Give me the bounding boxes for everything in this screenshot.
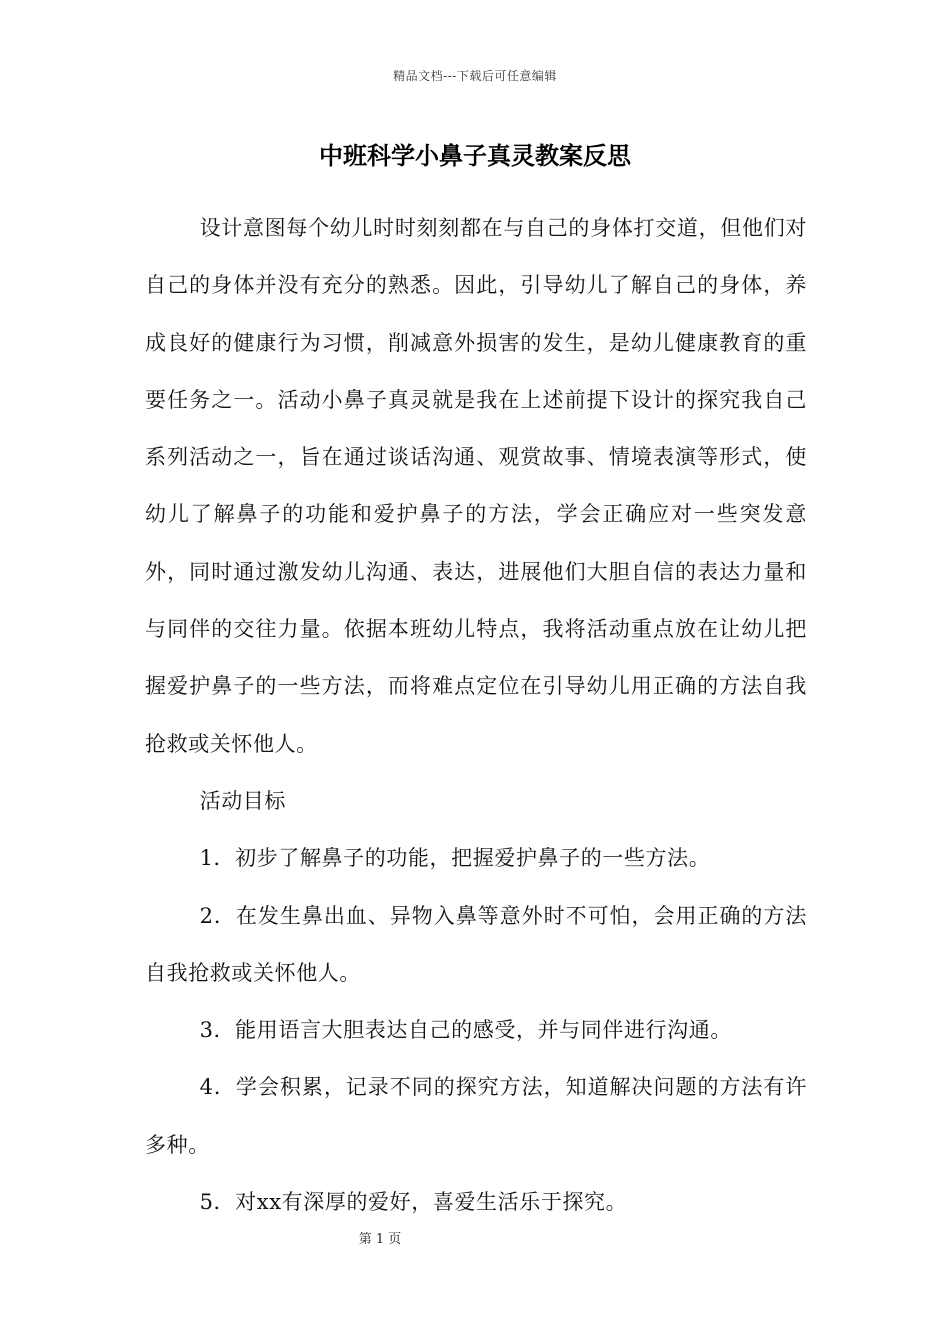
- paragraph-activity-goals-heading: 活动目标: [199, 788, 286, 813]
- header-note: 精品文档---下载后可任意编辑: [393, 69, 557, 83]
- paragraph-goal-2: 2．在发生鼻出血、异物入鼻等意外时不可怕，会用正确的方法自我抢救或关怀他人。: [145, 903, 807, 985]
- paragraph-goal-3: 3．能用语言大胆表达自己的感受，并与同伴进行沟通。: [199, 1018, 732, 1043]
- paragraph-goal-5: 5．对xx有深厚的爱好，喜爱生活乐于探究。: [199, 1190, 628, 1215]
- document-body: [145, 200, 807, 1231]
- paragraph-design-intent: 设计意图每个幼儿时时刻刻都在与自己的身体打交道，但他们对自己的身体并没有充分的熟悉。因此，引导幼儿了解自己的身体，养成良好的健康行为习惯，削减意外损害的发生，是幼儿健康教育的重要任务之一。活动小鼻子真灵就是我在上述前提下设计的探究我自己系列活动之一，旨在通过谈话沟通、观赏故事、情境表演等形式，使幼儿了解鼻子的功能和爱护鼻子的方法，学会正确应对一些突发意外，同时通过激发幼儿沟通、表达，进展他们大胆自信的表达力量和与同伴的交往力量。依据本班幼儿特点，我将活动重点放在让幼儿把握爱护鼻子的一些方法，而将难点定位在引导幼儿用正确的方法自我抢救或关怀他人。: [145, 216, 807, 756]
- page-number: 第 1 页: [358, 1232, 402, 1247]
- paragraph-goal-4: 4．学会积累，记录不同的探究方法，知道解决问题的方法有许多种。: [145, 1075, 807, 1157]
- document-title: 中班科学小鼻子真灵教案反思: [319, 141, 631, 170]
- paragraph-goal-1: 1．初步了解鼻子的功能，把握爱护鼻子的一些方法。: [199, 846, 711, 871]
